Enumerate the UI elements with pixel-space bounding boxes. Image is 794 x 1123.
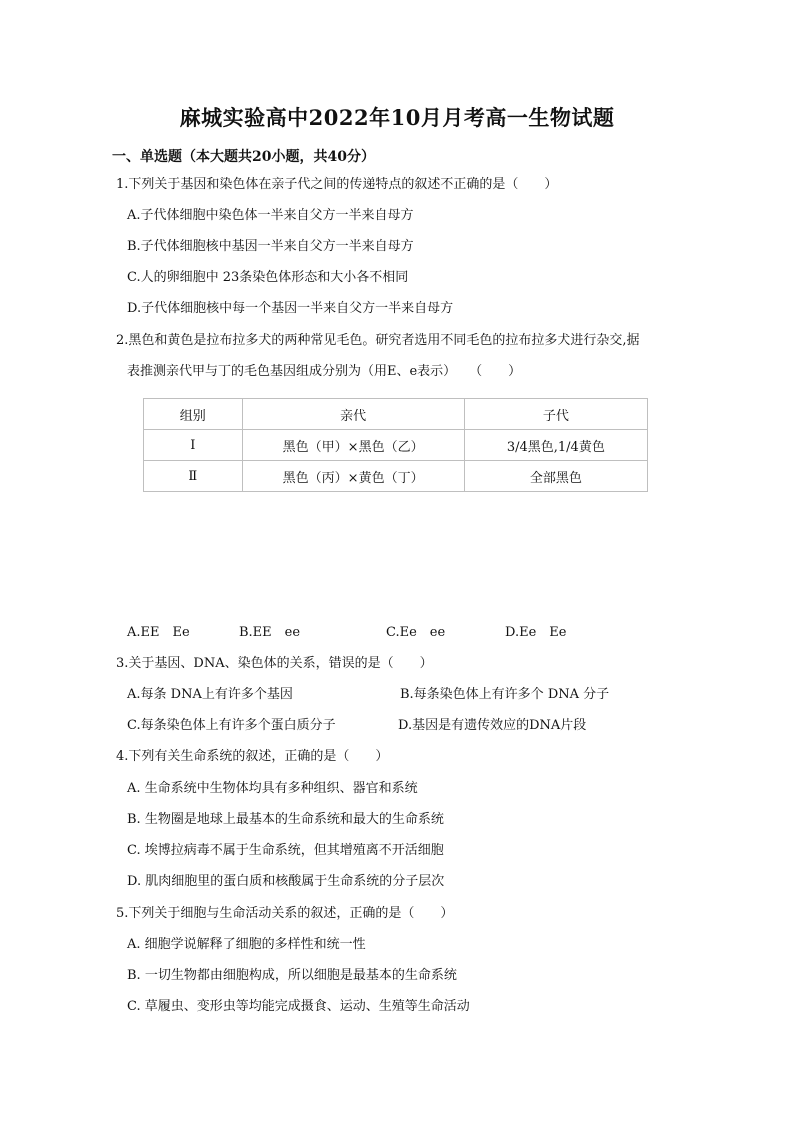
q1-option-c: C.人的卵细胞中 23条染色体形态和大小各不相同 (127, 270, 409, 285)
q3-option-c: C.每条染色体上有许多个蛋白质分子 (127, 718, 336, 733)
q1-option-a: A.子代体细胞中染色体一半来自父方一半来自母方 (127, 208, 414, 223)
table-cell: 3/4黑色,1/4黄色 (464, 430, 647, 461)
q2-stem-line1: 2.黑色和黄色是拉布拉多犬的两种常见毛色。研究者选用不同毛色的拉布拉多犬进行杂交,据 (116, 333, 640, 348)
table-cell: 黑色（丙）×黄色（丁） (242, 461, 464, 492)
q2-option-c: C.Ee ee (386, 625, 446, 640)
exam-title: 麻城实验高中2022年10月月考高一生物试题 (179, 105, 615, 130)
q5-option-c: C. 草履虫、变形虫等均能完成摄食、运动、生殖等生命活动 (127, 999, 470, 1014)
q4-option-d: D. 肌肉细胞里的蛋白质和核酸属于生命系统的分子层次 (127, 874, 445, 889)
table-cell: 黑色（甲）×黑色（乙） (242, 430, 464, 461)
table-header-group: 组别 (144, 399, 243, 430)
q4-option-b: B. 生物圈是地球上最基本的生命系统和最大的生命系统 (127, 812, 444, 827)
q5-option-a: A. 细胞学说解释了细胞的多样性和统一性 (127, 937, 366, 952)
q2-option-a: A.EE Ee (127, 625, 190, 640)
q2-option-b: B.EE ee (239, 625, 301, 640)
q2-stem-line2: 表推测亲代甲与丁的毛色基因组成分别为（用E、e表示） （ ） (127, 364, 522, 379)
q4-option-c: C. 埃博拉病毒不属于生命系统，但其增殖离不开活细胞 (127, 843, 444, 858)
table-cell: Ⅰ (144, 430, 243, 461)
table-header-row (144, 399, 648, 430)
q5-option-b: B. 一切生物都由细胞构成，所以细胞是最基本的生命系统 (127, 968, 457, 983)
section-heading: 一、单选题（本大题共20小题，共40分） (112, 149, 375, 165)
table-cell: Ⅱ (144, 461, 243, 492)
table-row (144, 430, 648, 461)
q1-option-b: B.子代体细胞核中基因一半来自父方一半来自母方 (127, 239, 414, 254)
table-header-parents: 亲代 (242, 399, 464, 430)
table-header-offspring: 子代 (464, 399, 647, 430)
q3-option-d: D.基因是有遗传效应的DNA片段 (398, 718, 587, 733)
q4-option-a: A. 生命系统中生物体均具有多种组织、器官和系统 (127, 781, 418, 796)
q5-stem: 5.下列关于细胞与生命活动关系的叙述，正确的是（ ） (116, 906, 454, 921)
q3-stem: 3.关于基因、DNA、染色体的关系，错误的是（ ） (116, 656, 433, 671)
q3-option-a: A.每条 DNA上有许多个基因 (127, 687, 293, 702)
table-row (144, 461, 648, 492)
q1-stem: 1.下列关于基因和染色体在亲子代之间的传递特点的叙述不正确的是（ ） (116, 177, 558, 192)
table-cell: 全部黑色 (464, 461, 647, 492)
q2-option-d: D.Ee Ee (505, 625, 567, 640)
q3-option-b: B.每条染色体上有许多个 DNA 分子 (400, 687, 610, 702)
q2-data-table (143, 398, 648, 492)
q1-option-d: D.子代体细胞核中每一个基因一半来自父方一半来自母方 (127, 301, 454, 316)
q4-stem: 4.下列有关生命系统的叙述，正确的是（ ） (116, 749, 389, 764)
